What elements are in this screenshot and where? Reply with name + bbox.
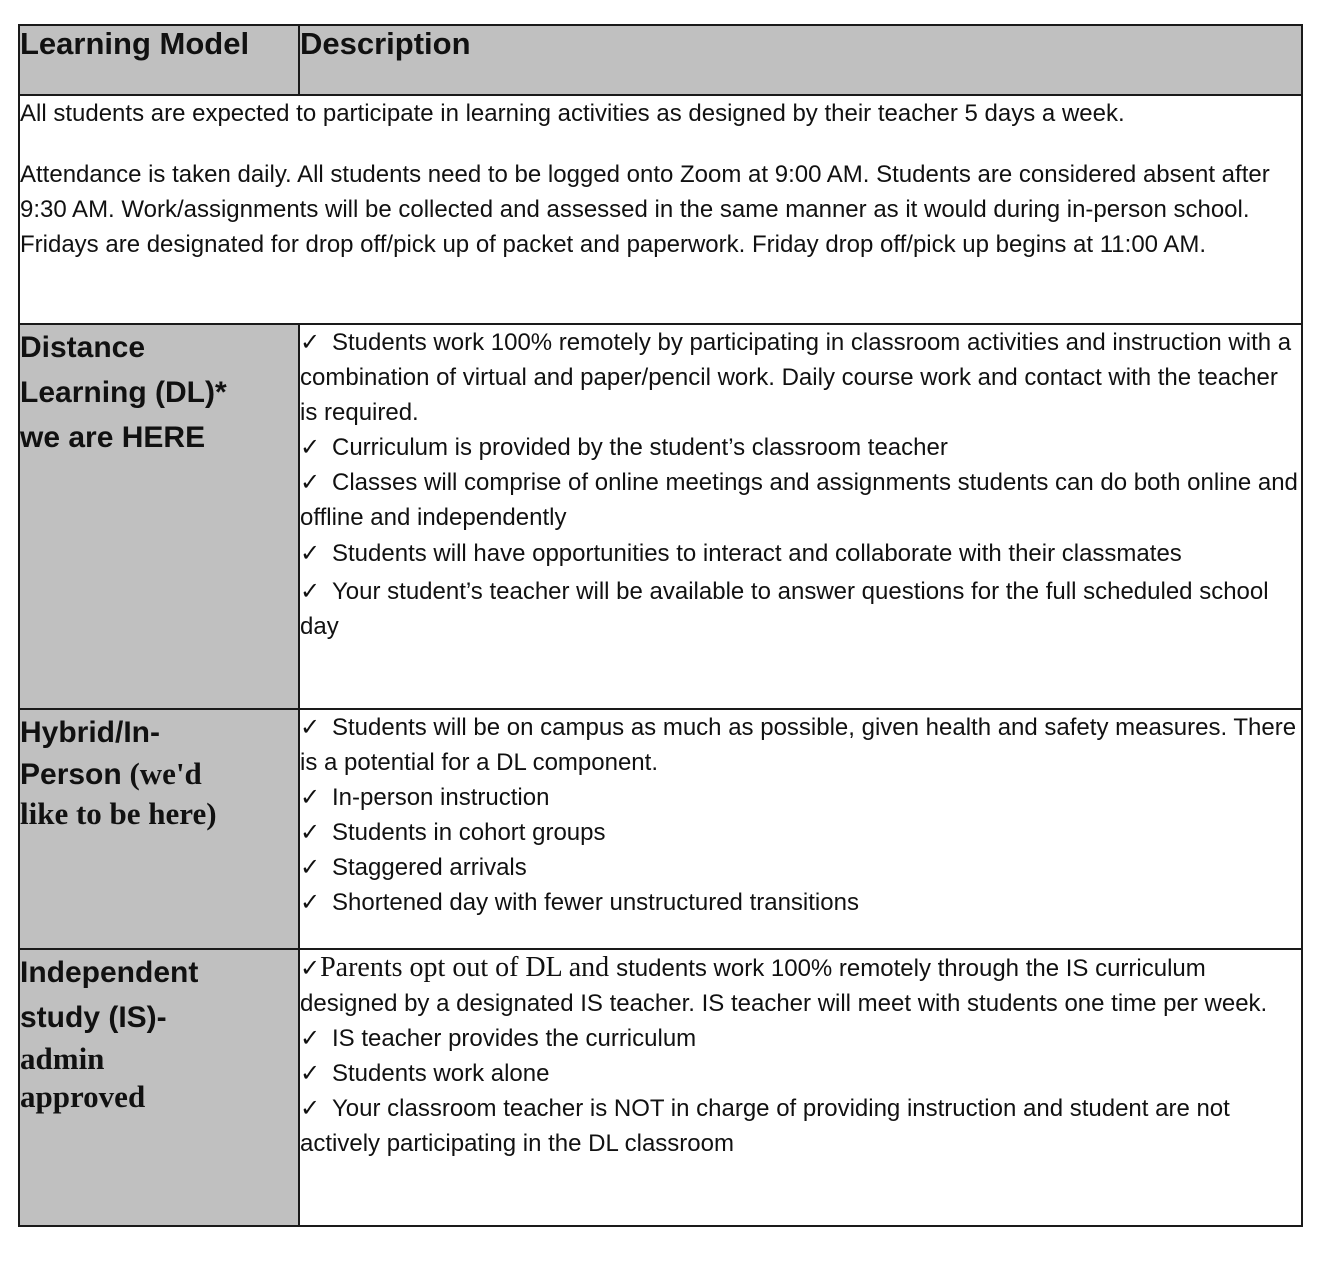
model-label-part: (we'd bbox=[121, 756, 202, 792]
description-hybrid bbox=[299, 709, 1302, 948]
check-icon: ✓ bbox=[300, 1059, 321, 1087]
model-distance-learning bbox=[19, 324, 299, 709]
list-item bbox=[300, 1021, 1301, 1056]
check-icon: ✓ bbox=[300, 540, 321, 568]
intro-paragraph-1: All students are expected to participate in learning activities as designed by their teacher 5 days a week. bbox=[20, 100, 1125, 128]
list-item bbox=[300, 465, 1301, 535]
check-icon: ✓ bbox=[300, 329, 321, 357]
check-icon: ✓ bbox=[300, 434, 321, 462]
table-row-distance-learning bbox=[19, 324, 1302, 709]
model-independent-study bbox=[19, 949, 299, 1226]
list-item bbox=[300, 325, 1301, 430]
model-label-line bbox=[20, 755, 298, 795]
list-item bbox=[300, 574, 1301, 644]
model-label-line: Distance bbox=[20, 331, 146, 365]
list-item bbox=[300, 710, 1301, 780]
model-label-line: Independent bbox=[20, 955, 199, 989]
model-label-line: approved bbox=[20, 1078, 146, 1114]
check-icon: ✓ bbox=[300, 578, 321, 606]
description-independent-study bbox=[299, 949, 1302, 1226]
model-hybrid bbox=[19, 709, 299, 948]
check-icon: ✓ bbox=[300, 819, 321, 847]
header-learning-model: Learning Model bbox=[19, 25, 299, 95]
list-item bbox=[300, 815, 1301, 850]
list-item bbox=[300, 850, 1301, 885]
bullet-text: Students work alone bbox=[332, 1059, 550, 1087]
list-item bbox=[300, 885, 1301, 920]
intro-paragraph-2: Attendance is taken daily. All students need to be logged onto Zoom at 9:00 AM. Students are considered absent after 9:30 AM. Work/assignments will be collected and assessed in the same manner as it would during in-person school. Fridays are designated for drop off/pick up of packet and paperwork. Friday drop off/pick up begins at 11:00 AM. bbox=[20, 161, 1270, 259]
check-icon: ✓ bbox=[300, 1024, 321, 1052]
model-label-line: admin bbox=[20, 1040, 105, 1076]
table-row-independent-study bbox=[19, 949, 1302, 1226]
list-item bbox=[300, 535, 1301, 572]
description-distance-learning bbox=[299, 324, 1302, 709]
check-icon: ✓ bbox=[300, 1094, 321, 1122]
model-label-part: Person bbox=[20, 758, 122, 792]
learning-model-table bbox=[18, 24, 1303, 1227]
bullet-text: Students will have opportunities to interact and collaborate with their classmates bbox=[332, 540, 1182, 568]
bullet-text: Shortened day with fewer unstructured transitions bbox=[332, 889, 859, 917]
bullet-text: Your classroom teacher is NOT in charge of providing instruction and student are not actively participating in the DL classroom bbox=[300, 1094, 1230, 1157]
check-icon: ✓ bbox=[300, 714, 321, 742]
check-icon: ✓ bbox=[300, 854, 321, 882]
model-label-line: like to be here) bbox=[20, 796, 217, 832]
bullet-text: Classes will comprise of online meetings and assignments students can do both online and offline and independently bbox=[300, 469, 1298, 532]
model-label-line: Hybrid/In- bbox=[20, 716, 160, 750]
bullet-text: Students in cohort groups bbox=[332, 819, 606, 847]
intro-row bbox=[19, 95, 1302, 324]
bullet-text: IS teacher provides the curriculum bbox=[332, 1024, 697, 1052]
check-icon: ✓ bbox=[300, 469, 321, 497]
table-row-hybrid bbox=[19, 709, 1302, 948]
model-label-line: study (IS)- bbox=[20, 1000, 167, 1034]
bullet-text: Your student’s teacher will be available to answer questions for the full scheduled school day bbox=[300, 578, 1269, 641]
bullet-text: Curriculum is provided by the student’s classroom teacher bbox=[332, 434, 948, 462]
list-item bbox=[300, 1091, 1301, 1161]
list-item bbox=[300, 780, 1301, 815]
bullet-text: In-person instruction bbox=[332, 784, 550, 812]
bullet-text: Students will be on campus as much as possible, given health and safety measures. There is a potential for a DL component. bbox=[300, 714, 1297, 777]
list-item bbox=[300, 950, 1301, 1021]
bullet-text: students work 100% remotely through the IS curriculum designed by a designated IS teacher. IS teacher will meet with students one time per week. bbox=[300, 954, 1268, 1017]
list-item bbox=[300, 430, 1301, 465]
header-description: Description bbox=[299, 25, 1302, 95]
check-icon: ✓ bbox=[300, 784, 321, 812]
model-label-line: we are HERE bbox=[20, 421, 206, 455]
check-icon: ✓ bbox=[300, 954, 321, 982]
bullet-text-lead: Parents opt out of DL and bbox=[320, 951, 617, 983]
bullet-text: Staggered arrivals bbox=[332, 854, 527, 882]
intro-cell bbox=[19, 95, 1302, 324]
list-item bbox=[300, 1056, 1301, 1091]
check-icon: ✓ bbox=[300, 889, 321, 917]
model-label-line: Learning (DL)* bbox=[20, 376, 227, 410]
table-header-row bbox=[19, 25, 1302, 95]
bullet-text: Students work 100% remotely by participating in classroom activities and instruction with a combination of virtual and paper/pencil work. Daily course work and contact with the teacher is required. bbox=[300, 329, 1292, 427]
